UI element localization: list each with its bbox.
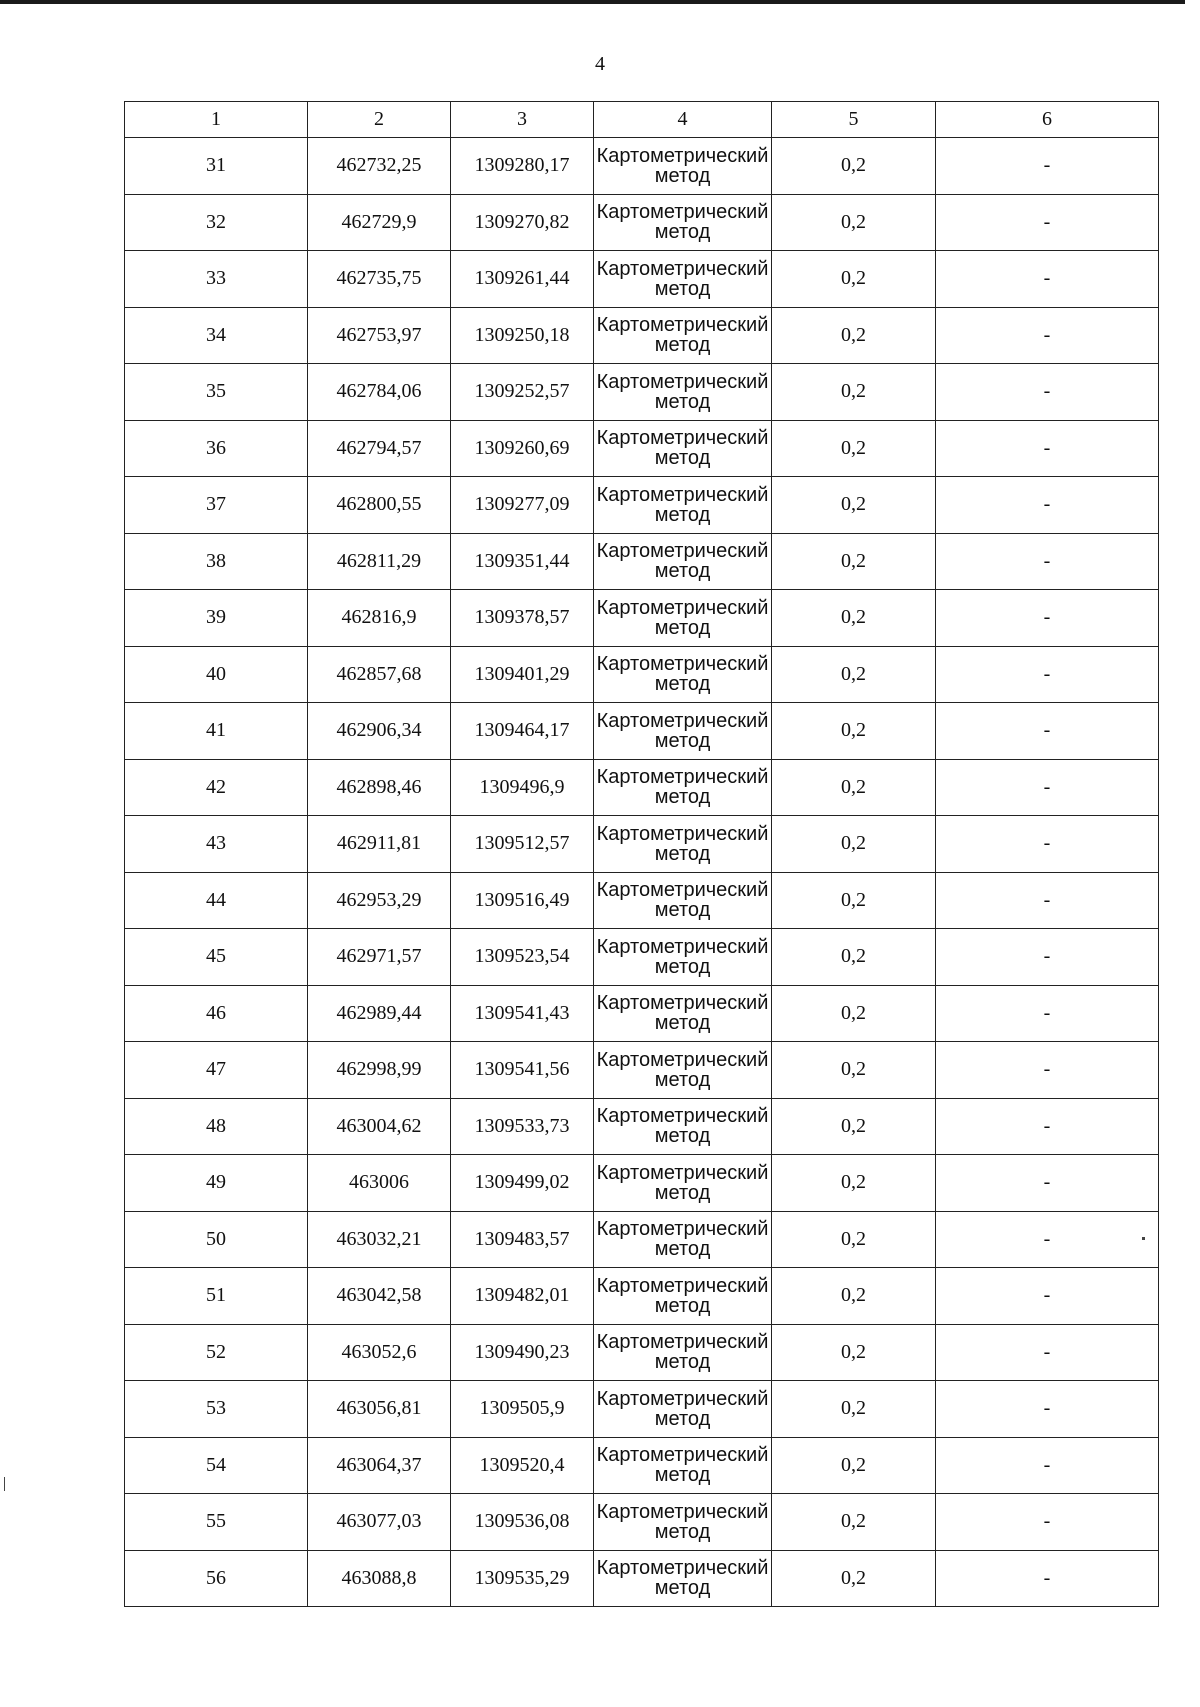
y-coordinate-cell: 1309520,4 bbox=[451, 1437, 594, 1494]
y-coordinate-cell: 1309516,49 bbox=[451, 872, 594, 929]
x-coordinate-cell: 462906,34 bbox=[308, 703, 451, 760]
point-number-cell: 33 bbox=[125, 251, 308, 308]
header-cell-col5: 5 bbox=[772, 102, 936, 138]
x-coordinate-cell: 463056,81 bbox=[308, 1381, 451, 1438]
accuracy-cell: 0,2 bbox=[772, 872, 936, 929]
point-number-cell: 39 bbox=[125, 590, 308, 647]
y-coordinate-cell: 1309464,17 bbox=[451, 703, 594, 760]
description-cell: - bbox=[936, 1211, 1159, 1268]
point-number-cell: 43 bbox=[125, 816, 308, 873]
x-coordinate-cell: 462735,75 bbox=[308, 251, 451, 308]
method-cell: Картометрический метод bbox=[594, 646, 772, 703]
description-cell: - bbox=[936, 816, 1159, 873]
x-coordinate-cell: 463064,37 bbox=[308, 1437, 451, 1494]
y-coordinate-cell: 1309496,9 bbox=[451, 759, 594, 816]
table-row bbox=[125, 816, 1159, 873]
table-row bbox=[125, 420, 1159, 477]
point-number-cell: 40 bbox=[125, 646, 308, 703]
accuracy-cell: 0,2 bbox=[772, 590, 936, 647]
accuracy-cell: 0,2 bbox=[772, 364, 936, 421]
description-cell: - bbox=[936, 1268, 1159, 1325]
method-cell: Картометрический метод bbox=[594, 929, 772, 986]
description-cell: - bbox=[936, 533, 1159, 590]
description-cell: - bbox=[936, 1381, 1159, 1438]
description-cell: - bbox=[936, 1437, 1159, 1494]
table-row bbox=[125, 251, 1159, 308]
point-number-cell: 35 bbox=[125, 364, 308, 421]
description-cell: - bbox=[936, 364, 1159, 421]
x-coordinate-cell: 463077,03 bbox=[308, 1494, 451, 1551]
method-cell: Картометрический метод bbox=[594, 985, 772, 1042]
y-coordinate-cell: 1309401,29 bbox=[451, 646, 594, 703]
table-row bbox=[125, 1211, 1159, 1268]
x-coordinate-cell: 462784,06 bbox=[308, 364, 451, 421]
description-cell: - bbox=[936, 872, 1159, 929]
description-cell: - bbox=[936, 307, 1159, 364]
header-cell-col3: 3 bbox=[451, 102, 594, 138]
point-number-cell: 49 bbox=[125, 1155, 308, 1212]
x-coordinate-cell: 463052,6 bbox=[308, 1324, 451, 1381]
y-coordinate-cell: 1309277,09 bbox=[451, 477, 594, 534]
y-coordinate-cell: 1309536,08 bbox=[451, 1494, 594, 1551]
point-number-cell: 54 bbox=[125, 1437, 308, 1494]
table-row bbox=[125, 929, 1159, 986]
method-cell: Картометрический метод bbox=[594, 138, 772, 195]
description-cell: - bbox=[936, 1098, 1159, 1155]
table-row bbox=[125, 1268, 1159, 1325]
description-cell: - bbox=[936, 251, 1159, 308]
description-cell: - bbox=[936, 1494, 1159, 1551]
description-cell: - bbox=[936, 1550, 1159, 1607]
y-coordinate-cell: 1309512,57 bbox=[451, 816, 594, 873]
description-cell: - bbox=[936, 420, 1159, 477]
table-row bbox=[125, 1437, 1159, 1494]
accuracy-cell: 0,2 bbox=[772, 929, 936, 986]
accuracy-cell: 0,2 bbox=[772, 1042, 936, 1099]
x-coordinate-cell: 462753,97 bbox=[308, 307, 451, 364]
accuracy-cell: 0,2 bbox=[772, 816, 936, 873]
point-number-cell: 41 bbox=[125, 703, 308, 760]
x-coordinate-cell: 462857,68 bbox=[308, 646, 451, 703]
y-coordinate-cell: 1309490,23 bbox=[451, 1324, 594, 1381]
point-number-cell: 55 bbox=[125, 1494, 308, 1551]
table-row bbox=[125, 1098, 1159, 1155]
table-row bbox=[125, 1550, 1159, 1607]
method-cell: Картометрический метод bbox=[594, 590, 772, 647]
table-body bbox=[125, 138, 1159, 1607]
point-number-cell: 47 bbox=[125, 1042, 308, 1099]
x-coordinate-cell: 462800,55 bbox=[308, 477, 451, 534]
description-cell: - bbox=[936, 194, 1159, 251]
x-coordinate-cell: 462998,99 bbox=[308, 1042, 451, 1099]
table-row bbox=[125, 985, 1159, 1042]
x-coordinate-cell: 462816,9 bbox=[308, 590, 451, 647]
description-cell: - bbox=[936, 759, 1159, 816]
x-coordinate-cell: 462732,25 bbox=[308, 138, 451, 195]
method-cell: Картометрический метод bbox=[594, 1494, 772, 1551]
coordinates-table bbox=[124, 101, 1159, 1607]
description-cell: - bbox=[936, 929, 1159, 986]
accuracy-cell: 0,2 bbox=[772, 1098, 936, 1155]
table-row bbox=[125, 533, 1159, 590]
x-coordinate-cell: 463004,62 bbox=[308, 1098, 451, 1155]
description-cell: - bbox=[936, 477, 1159, 534]
accuracy-cell: 0,2 bbox=[772, 1155, 936, 1212]
point-number-cell: 42 bbox=[125, 759, 308, 816]
y-coordinate-cell: 1309252,57 bbox=[451, 364, 594, 421]
accuracy-cell: 0,2 bbox=[772, 1494, 936, 1551]
accuracy-cell: 0,2 bbox=[772, 194, 936, 251]
accuracy-cell: 0,2 bbox=[772, 1324, 936, 1381]
y-coordinate-cell: 1309270,82 bbox=[451, 194, 594, 251]
table-row bbox=[125, 1494, 1159, 1551]
point-number-cell: 56 bbox=[125, 1550, 308, 1607]
method-cell: Картометрический метод bbox=[594, 703, 772, 760]
y-coordinate-cell: 1309533,73 bbox=[451, 1098, 594, 1155]
method-cell: Картометрический метод bbox=[594, 1324, 772, 1381]
point-number-cell: 31 bbox=[125, 138, 308, 195]
point-number-cell: 37 bbox=[125, 477, 308, 534]
y-coordinate-cell: 1309541,56 bbox=[451, 1042, 594, 1099]
accuracy-cell: 0,2 bbox=[772, 646, 936, 703]
point-number-cell: 34 bbox=[125, 307, 308, 364]
table-row bbox=[125, 194, 1159, 251]
table-row bbox=[125, 307, 1159, 364]
method-cell: Картометрический метод bbox=[594, 1268, 772, 1325]
x-coordinate-cell: 462811,29 bbox=[308, 533, 451, 590]
page-number: 4 bbox=[595, 53, 605, 75]
accuracy-cell: 0,2 bbox=[772, 1550, 936, 1607]
x-coordinate-cell: 463032,21 bbox=[308, 1211, 451, 1268]
x-coordinate-cell: 462794,57 bbox=[308, 420, 451, 477]
point-number-cell: 52 bbox=[125, 1324, 308, 1381]
accuracy-cell: 0,2 bbox=[772, 985, 936, 1042]
x-coordinate-cell: 463006 bbox=[308, 1155, 451, 1212]
header-cell-col4: 4 bbox=[594, 102, 772, 138]
y-coordinate-cell: 1309541,43 bbox=[451, 985, 594, 1042]
table-row bbox=[125, 1042, 1159, 1099]
method-cell: Картометрический метод bbox=[594, 420, 772, 477]
x-coordinate-cell: 462898,46 bbox=[308, 759, 451, 816]
method-cell: Картометрический метод bbox=[594, 251, 772, 308]
point-number-cell: 38 bbox=[125, 533, 308, 590]
y-coordinate-cell: 1309482,01 bbox=[451, 1268, 594, 1325]
description-cell: - bbox=[936, 703, 1159, 760]
method-cell: Картометрический метод bbox=[594, 307, 772, 364]
x-coordinate-cell: 463088,8 bbox=[308, 1550, 451, 1607]
header-cell-col2: 2 bbox=[308, 102, 451, 138]
y-coordinate-cell: 1309378,57 bbox=[451, 590, 594, 647]
y-coordinate-cell: 1309351,44 bbox=[451, 533, 594, 590]
y-coordinate-cell: 1309261,44 bbox=[451, 251, 594, 308]
point-number-cell: 50 bbox=[125, 1211, 308, 1268]
accuracy-cell: 0,2 bbox=[772, 703, 936, 760]
point-number-cell: 46 bbox=[125, 985, 308, 1042]
accuracy-cell: 0,2 bbox=[772, 1437, 936, 1494]
description-cell: - bbox=[936, 646, 1159, 703]
x-coordinate-cell: 462953,29 bbox=[308, 872, 451, 929]
y-coordinate-cell: 1309250,18 bbox=[451, 307, 594, 364]
table-row bbox=[125, 1324, 1159, 1381]
x-coordinate-cell: 462989,44 bbox=[308, 985, 451, 1042]
method-cell: Картометрический метод bbox=[594, 1042, 772, 1099]
method-cell: Картометрический метод bbox=[594, 1098, 772, 1155]
table-row bbox=[125, 1381, 1159, 1438]
accuracy-cell: 0,2 bbox=[772, 307, 936, 364]
header-cell-col6: 6 bbox=[936, 102, 1159, 138]
point-number-cell: 36 bbox=[125, 420, 308, 477]
accuracy-cell: 0,2 bbox=[772, 420, 936, 477]
accuracy-cell: 0,2 bbox=[772, 759, 936, 816]
y-coordinate-cell: 1309499,02 bbox=[451, 1155, 594, 1212]
x-coordinate-cell: 462911,81 bbox=[308, 816, 451, 873]
method-cell: Картометрический метод bbox=[594, 1550, 772, 1607]
y-coordinate-cell: 1309535,29 bbox=[451, 1550, 594, 1607]
description-cell: - bbox=[936, 1324, 1159, 1381]
header-cell-col1: 1 bbox=[125, 102, 308, 138]
method-cell: Картометрический метод bbox=[594, 816, 772, 873]
accuracy-cell: 0,2 bbox=[772, 138, 936, 195]
table-row bbox=[125, 872, 1159, 929]
description-cell: - bbox=[936, 1042, 1159, 1099]
x-coordinate-cell: 462971,57 bbox=[308, 929, 451, 986]
method-cell: Картометрический метод bbox=[594, 1437, 772, 1494]
y-coordinate-cell: 1309523,54 bbox=[451, 929, 594, 986]
table-row bbox=[125, 759, 1159, 816]
table-row bbox=[125, 703, 1159, 760]
table-row bbox=[125, 364, 1159, 421]
description-cell: - bbox=[936, 985, 1159, 1042]
description-cell: - bbox=[936, 138, 1159, 195]
method-cell: Картометрический метод bbox=[594, 364, 772, 421]
table-row bbox=[125, 590, 1159, 647]
point-number-cell: 32 bbox=[125, 194, 308, 251]
accuracy-cell: 0,2 bbox=[772, 251, 936, 308]
method-cell: Картометрический метод bbox=[594, 194, 772, 251]
description-cell: - bbox=[936, 590, 1159, 647]
y-coordinate-cell: 1309505,9 bbox=[451, 1381, 594, 1438]
x-coordinate-cell: 462729,9 bbox=[308, 194, 451, 251]
accuracy-cell: 0,2 bbox=[772, 1211, 936, 1268]
accuracy-cell: 0,2 bbox=[772, 477, 936, 534]
y-coordinate-cell: 1309280,17 bbox=[451, 138, 594, 195]
table-row bbox=[125, 477, 1159, 534]
table-row bbox=[125, 138, 1159, 195]
table-header-row bbox=[125, 102, 1159, 138]
table-row bbox=[125, 1155, 1159, 1212]
method-cell: Картометрический метод bbox=[594, 872, 772, 929]
description-cell: - bbox=[936, 1155, 1159, 1212]
method-cell: Картометрический метод bbox=[594, 1211, 772, 1268]
scan-speck bbox=[1142, 1237, 1145, 1240]
point-number-cell: 48 bbox=[125, 1098, 308, 1155]
y-coordinate-cell: 1309483,57 bbox=[451, 1211, 594, 1268]
method-cell: Картометрический метод bbox=[594, 1155, 772, 1212]
top-border-line bbox=[0, 0, 1185, 4]
point-number-cell: 45 bbox=[125, 929, 308, 986]
method-cell: Картометрический метод bbox=[594, 1381, 772, 1438]
scan-speck bbox=[4, 1477, 5, 1491]
accuracy-cell: 0,2 bbox=[772, 1381, 936, 1438]
accuracy-cell: 0,2 bbox=[772, 533, 936, 590]
method-cell: Картометрический метод bbox=[594, 533, 772, 590]
x-coordinate-cell: 463042,58 bbox=[308, 1268, 451, 1325]
point-number-cell: 53 bbox=[125, 1381, 308, 1438]
point-number-cell: 51 bbox=[125, 1268, 308, 1325]
table-row bbox=[125, 646, 1159, 703]
point-number-cell: 44 bbox=[125, 872, 308, 929]
y-coordinate-cell: 1309260,69 bbox=[451, 420, 594, 477]
method-cell: Картометрический метод bbox=[594, 477, 772, 534]
accuracy-cell: 0,2 bbox=[772, 1268, 936, 1325]
method-cell: Картометрический метод bbox=[594, 759, 772, 816]
